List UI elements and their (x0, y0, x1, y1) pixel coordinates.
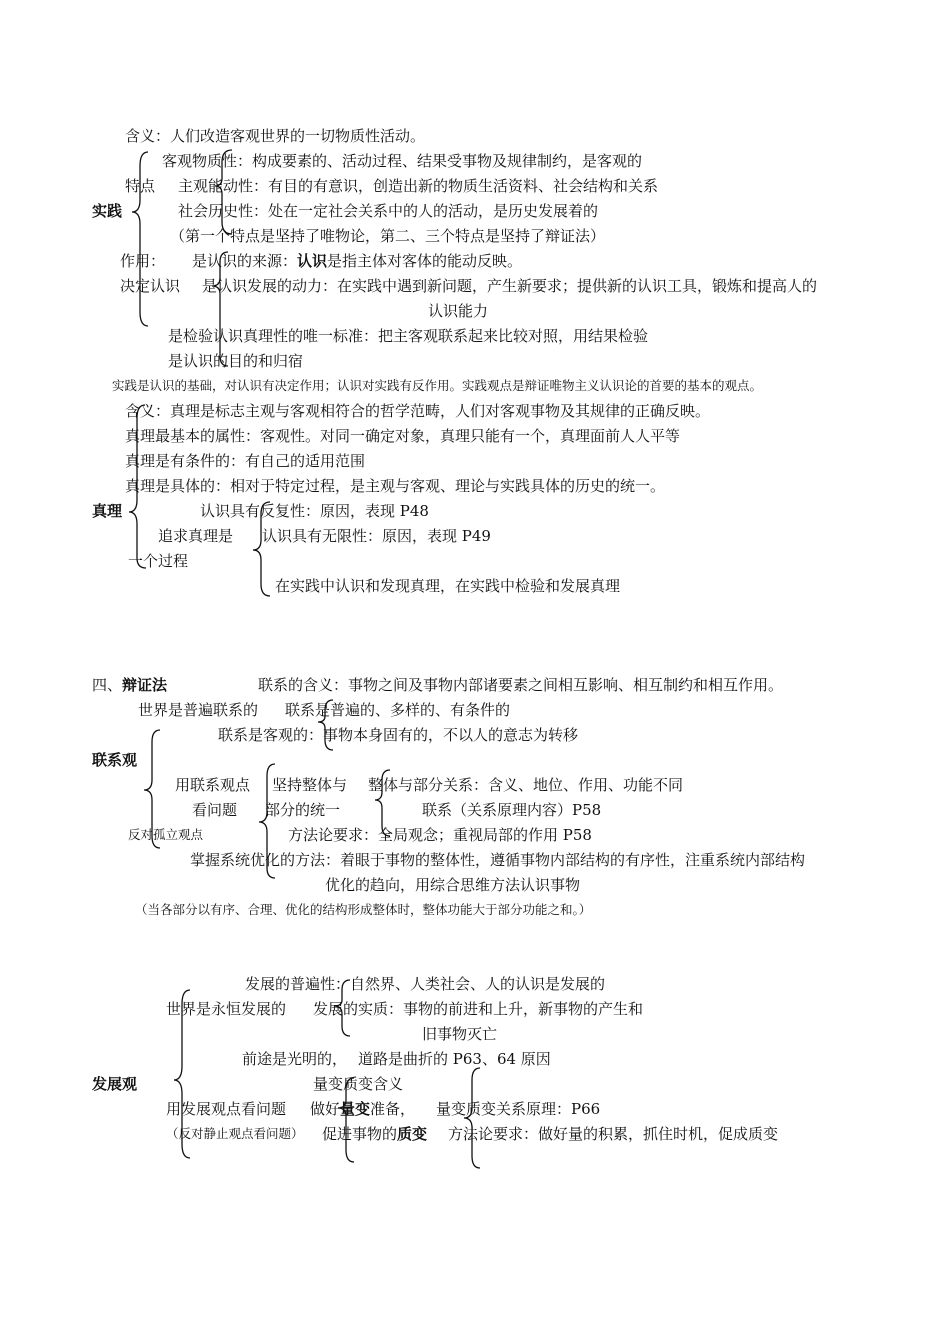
dialectics-section-bold: 辩证法 (122, 676, 168, 694)
link-oppose: 反对孤立观点 (128, 827, 204, 842)
practice-role-3: 是检验认识真理性的唯一标准：把主客观联系起来比较对照，用结果检验 (168, 327, 649, 345)
dev-tortuous: 道路是曲折的 P63、64 原因 (358, 1050, 551, 1068)
link-system-cont: 优化的趋向，用综合思维方法认识事物 (325, 876, 581, 894)
dev-essence-cont: 旧事物灭亡 (422, 1025, 498, 1043)
dev-bright: 前途是光明的， (242, 1050, 348, 1068)
dev-prepare (310, 1100, 415, 1118)
link-objective: 联系是客观的：事物本身固有的，不以人的意志为转移 (218, 726, 579, 744)
truth-pursue: 追求真理是 (158, 527, 234, 545)
practice-meaning: 含义：人们改造客观世界的一切物质性活动。 (125, 127, 426, 145)
link-system-note: （当各部分以有序、合理、优化的结构形成整体时，整体功能大于部分功能之和。） (135, 902, 592, 917)
practice-role-2-cont: 认识能力 (428, 302, 489, 320)
practice-role-4: 是认识的目的和归宿 (168, 352, 304, 370)
practice-summary: 实践是认识的基础，对认识有决定作用；认识对实践有反作用。实践观点是辩证唯物主义认识论的首要的基本的观点。 (112, 378, 763, 393)
link-universal-detail: 联系是普遍的、多样的、有条件的 (285, 701, 511, 719)
link-whole-a: 坚持整体与 (272, 776, 348, 794)
practice-decisive-label: 决定认识 (120, 277, 181, 295)
practice-role-1-post: 是指主体对客体的能动反映。 (327, 252, 523, 270)
practice-role-label: 作用： (120, 252, 166, 270)
practice-role-1-pre: 是认识的来源： (192, 252, 298, 270)
practice-trait-note: （第一个特点是坚持了唯物论，第二、三个特点是坚持了辩证法） (170, 227, 606, 245)
practice-trait-2: 主观能动性：有目的有意识，创造出新的物质生活资料、社会结构和关系 (178, 177, 659, 195)
link-system: 掌握系统优化的方法：着眼于事物的整体性，遵循事物内部结构的有序性，注重系统内部结构 (190, 851, 806, 869)
dev-qq-principle: 量变质变关系原理：P66 (436, 1100, 601, 1118)
link-principle: 联系（关系原理内容）P58 (422, 801, 602, 819)
truth-repeat: 认识具有反复性：原因，表现 P48 (200, 502, 429, 520)
link-meaning: 联系的含义：事物之间及事物内部诸要素之间相互影响、相互制约和相互作用。 (258, 676, 784, 694)
truth-practice-loop: 在实践中认识和发现真理，在实践中检验和发展真理 (275, 577, 621, 595)
link-use-view: 用联系观点 (175, 776, 251, 794)
link-see-problem: 看问题 (192, 801, 238, 819)
practice-traits-label: 特点 (125, 177, 156, 195)
practice-role-1 (192, 252, 522, 270)
truth-process: 一个过程 (128, 552, 189, 570)
dev-promote (322, 1125, 427, 1143)
link-universal: 世界是普遍联系的 (138, 701, 259, 719)
dev-heading: 发展观 (92, 1075, 138, 1093)
truth-attr-3: 真理是具体的：相对于特定过程，是主观与客观、理论与实践具体的历史的统一。 (125, 477, 666, 495)
practice-role-1-bold: 认识 (297, 252, 328, 270)
method-brace (464, 1068, 480, 1168)
dev-oppose: （反对静止观点看问题） (166, 1126, 304, 1141)
dev-essence: 发展的实质：事物的前进和上升，新事物的产生和 (313, 1000, 644, 1018)
dev-prepare-bold: 量变 (340, 1100, 371, 1118)
dev-prepare-pre: 做好 (310, 1100, 341, 1118)
dev-eternal: 世界是永恒发展的 (166, 1000, 287, 1018)
practice-trait-1: 客观物质性：构成要素的、活动过程、结果受事物及规律制约，是客观的 (162, 152, 643, 170)
dev-promote-bold: 质变 (397, 1125, 428, 1143)
link-whole-b: 整体与部分关系：含义、地位、作用、功能不同 (368, 776, 684, 794)
link-parts-unity: 部分的统一 (265, 801, 341, 819)
practice-heading: 实践 (92, 202, 123, 220)
dev-use-view: 用发展观点看问题 (166, 1100, 287, 1118)
link-method: 方法论要求：全局观念；重视局部的作用 P58 (288, 826, 592, 844)
practice-role-2: 是认识发展的动力：在实践中遇到新问题，产生新要求；提供新的认识工具，锻炼和提高人的 (202, 277, 818, 295)
truth-meaning: 含义：真理是标志主观与客观相符合的哲学范畴，人们对客观事物及其规律的正确反映。 (125, 402, 711, 420)
truth-heading: 真理 (92, 502, 123, 520)
dev-universal: 发展的普遍性：自然界、人类社会、人的认识是发展的 (245, 975, 606, 993)
dialectics-section-title (92, 676, 167, 694)
truth-attr-2: 真理是有条件的：有自己的适用范围 (125, 452, 366, 470)
truth-infinite: 认识具有无限性：原因，表现 P49 (262, 527, 491, 545)
dev-prepare-post: 准备， (370, 1100, 416, 1118)
link-heading: 联系观 (92, 751, 138, 769)
dev-qq-meaning: 量变质变含义 (313, 1075, 404, 1093)
truth-attr-1: 真理最基本的属性：客观性。对同一确定对象，真理只能有一个，真理面前人人平等 (125, 427, 681, 445)
dialectics-section-number: 四、 (92, 676, 123, 694)
dev-promote-pre: 促进事物的 (322, 1125, 398, 1143)
practice-trait-3: 社会历史性：处在一定社会关系中的人的活动，是历史发展着的 (178, 202, 599, 220)
dev-method: 方法论要求：做好量的积累，抓住时机，促成质变 (448, 1125, 779, 1143)
